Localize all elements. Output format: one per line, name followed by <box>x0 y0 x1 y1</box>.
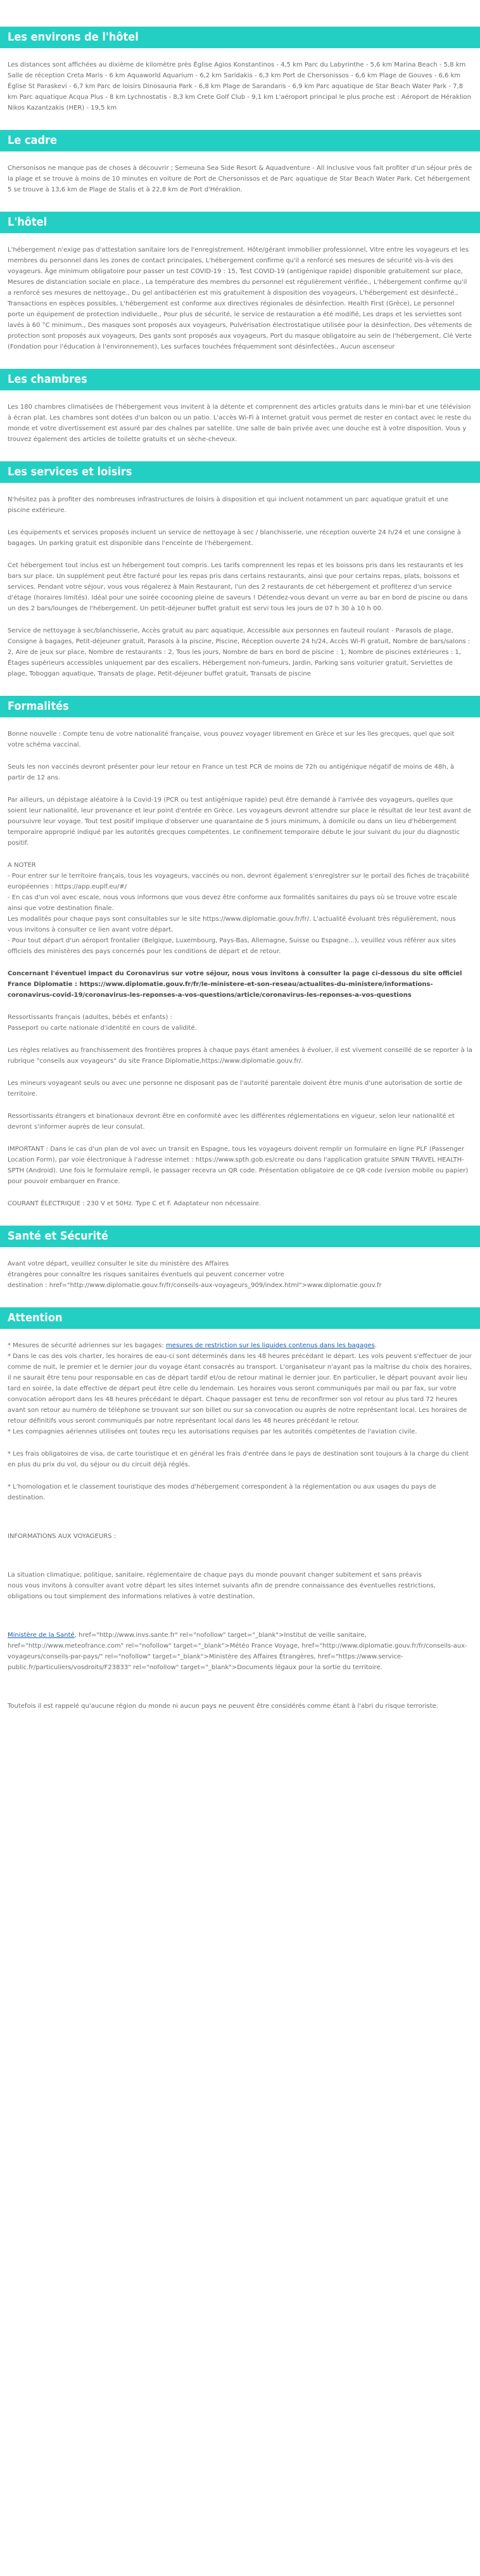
paragraph: Concernant l'éventuel impact du Coronavirus sur votre séjour, nous vous invitons à consulter la page ci-dessous du site officiel France Diplomatie : https://www.diplomatie.gouv.fr/fr/le-ministere-et-son-reseau/actualites-du-ministere/informations-coronavirus-covid-19/coronavirus-les-reponses-a-vos-questions/article/coronavirus-les-reponses-a-vos-questions <box>8 970 462 999</box>
paragraph: - Pour tout départ d'un aéroport frontalier (Belgique, Luxembourg, Pays-Bas, Allemagne, Suisse ou Espagne...), veuillez vous référer aux sites officiels des ministères des pays concernés pour les conditions de départ et de retour. <box>8 937 457 955</box>
inline-link[interactable]: mesures de restriction sur les liquides contenus dans les bagages <box>166 1342 375 1349</box>
section-body <box>0 494 480 679</box>
paragraph: Service de nettoyage à sec/blanchisserie, Accès gratuit au parc aquatique, Accessible aux personnes en fauteuil roulant - Parasols de plage, Consigne à bagages, Petit-déjeuner gratuit, Parasols à la piscine, Piscine, Réception ouverte 24 h/24, Accès Wi-Fi gratuit, Nombre de bars/salons : 2, Aire de jeux sur place, Nombre de restaurants : 2, Tous les jours, Nombre de bars en bord de piscine : 1, Nombre de piscines extérieures : 1, Étages supérieurs accessibles uniquement par des escaliers, Hébergement non-fumeurs, Jardin, Parking sans voiturier gratuit, Serviettes de plage, Toboggan aquatique, Transats de plage, Petit-déjeuner buffet gratuit, Transats de piscine <box>8 627 471 677</box>
text-span: . <box>374 1342 377 1349</box>
section-body <box>0 402 480 445</box>
paragraph <box>8 1630 472 1673</box>
section-title: Attention <box>0 1307 480 1329</box>
paragraph <box>8 1340 472 1351</box>
section-body <box>0 729 480 1209</box>
section-6 <box>0 1226 480 1291</box>
inline-link[interactable]: Ministère de la Santé <box>8 1632 75 1639</box>
paragraph: Par ailleurs, un dépistage aléatoire à la Covid-19 (PCR ou test antigénique rapide) peut être demandé à l'arrivée des voyageurs, quelles que soient leur nationalité, leur provenance et leur point d'entrée en Grèce. Les voyageurs devront attendre sur place le résultat de leur test avant de poursuivre leur voyage. Tout test positif implique d'observer une quarantaine de 5 jours minimum, à domicile ou dans un lieu d'hébergement temporaire approprié indiqué par les autorités grecques compétentes. Le confinement temporaire débute le jour suivant du jour du diagnostic positif. <box>8 797 471 847</box>
paragraph: nous vous invitons à consulter avant votre départ les sites Internet suivants afin de prendre connaissance des éventuelles restrictions, obligations ou tout simplement des informations relatives à votre destination. <box>8 1582 436 1600</box>
paragraph: Les mineurs voyageant seuls ou avec une personne ne disposant pas de l'autorité parentale doivent être munis d'une autorisation de sortie de territoire. <box>8 1080 462 1098</box>
section-body <box>0 245 480 352</box>
paragraph: Chersonisos ne manque pas de choses à découvrir ; Semeuna Sea Side Resort & Aquadventure - All Inclusive vous fait profiter d'un séjour près de la plage et se trouve à moins de 10 minutes en voiture de Port de Chersonissos et de Parc aquatique de Star Beach Water Park. Cet hébergement 5 se trouve à 13,6 km de Plage de Stalis et à 22,8 km de Port d'Héraklion. <box>8 165 472 193</box>
paragraph: Ressortissants français (adultes, bébés et enfants) : <box>8 1014 172 1021</box>
paragraph: N'hésitez pas à profiter des nombreuses infrastructures de loisirs à disposition et qui incluent notamment un parc aquatique gratuit et une piscine extérieure. <box>8 496 449 514</box>
section-4 <box>0 461 480 679</box>
section-title: Formalités <box>0 696 480 717</box>
spacer <box>8 1553 472 1570</box>
spacer <box>8 1684 472 1701</box>
paragraph: Les règles relatives au franchissement des frontières propres à chaque pays étant amenées à évoluer, il est vivement conseillé de se reporter à la rubrique "conseils aux voyageurs" du site France Diplomatie,https://www.diplomatie.gouv.fr/. <box>8 1047 472 1065</box>
paragraph: L'hébergement n'exige pas d'attestation sanitaire lors de l'enregistrement. Hôte/gérant immobilier professionnel, Vitre entre les voyageurs et les membres du personnel dans les zones de contact principales, L'hébergement confirme qu'il a renforcé ses mesures de sécurité vis-à-vis des voyageurs. Âge minimum obligatoire pour passer un test COVID-19 : 15, Test COVID-19 (antigénique rapide) disponible gratuitement sur place, Mesures de distanciation sociale en place., La température des membres du personnel est régulièrement vérifiée., L'hébergement confirme qu'il a renforcé ses mesures de nettoyage., Du gel antibactérien est mis gratuitement à disposition des voyageurs, L'hébergement est désinfecté., Transactions en espèces possibles, L'hébergement est conforme aux directives régionales de désinfection. Health First (Grèce), Le personnel porte un équipement de protection individuelle., Pour plus de sécurité, le service de restauration a été modifié, Les draps et les serviettes sont lavés à 60 °C minimum., Des masques sont proposés aux voyageurs, Pulvérisation électrostatique utilisée pour la désinfection, Des vêtements de protection sont proposés aux voyageurs, Des gants sont proposés aux voyageurs, Port du masque obligatoire au sein de l'hébergement, Clé Verte (Fondation pour l'éducation à l'environnement), Les surfaces touchées fréquemment sont désinfectées., Aucun ascenseur <box>8 247 472 350</box>
paragraph: La situation climatique, politique, sanitaire, réglementaire de chaque pays du monde pouvant changer subitement et sans préavis <box>8 1572 422 1579</box>
section-title: Les environs de l'hôtel <box>0 27 480 48</box>
section-title: Le cadre <box>0 130 480 151</box>
section-1 <box>0 130 480 195</box>
section-0 <box>0 27 480 113</box>
section-body <box>0 1259 480 1291</box>
paragraph: Avant votre départ, veuillez consulter le site du ministère des Affaires <box>8 1260 229 1267</box>
text-span: , href="http://www.invs.sante.fr" rel="nofollow" target="_blank">Institut de veille sanitaire, href="http://www.meteofrance.com" rel="nofollow" target="_blank">Météo France Voyage, href="http://www.diplomatie.gouv.fr/fr/conseils-aux-voyageurs/conseils-par-pays/" rel="nofollow" target="_blank">Ministère des Affaires Étrangères, href="https://www.service-public.fr/particuliers/vosdroits/F23833" rel="nofollow" target="_blank">Documents légaux pour la sortie du territoire. <box>8 1632 467 1671</box>
paragraph: * Les compagnies aériennes utilisées ont toutes reçu les autorisations requises par les autorités compétentes de l'aviation civile. <box>8 1428 417 1435</box>
section-5 <box>0 696 480 1209</box>
paragraph: Ressortissants étrangers et binationaux devront être en conformité avec les différentes réglementations en vigueur, selon leur nationalité et devront s'informer auprès de leur consulat. <box>8 1113 455 1131</box>
paragraph: Les équipements et services proposés incluent un service de nettoyage à sec / blanchisserie, une réception ouverte 24 h/24 et une consigne à bagages. Un parking gratuit est disponible dans l'enceinte de l'hébergement. <box>8 529 461 547</box>
paragraph: Les distances sont affichées au dixième de kilomètre près Église Agios Konstantinos - 4,5 km Parc du Labyrinthe - 5,6 km Marina Beach - 5,8 km Salle de réception Creta Maris - 6 km Aquaworld Aquarium - 6,2 km Saridakis - 6,3 km Port de Chersonissos - 6,6 km Plage de Gouves - 6,6 km Église St Paraskevi - 6,7 km Parc de loisirs Dinosauria Park - 6,8 km Plage de Sarandaris - 6,9 km Parc aquatique de Star Beach Water Park - 7,8 km Parc aquatique Acqua Plus - 8 km Lychnostatis - 8,3 km Crete Golf Club - 9,1 km L'aéroport principal le plus proche est : Aéroport de Héraklion Nikos Kazantzakis (HER) - 19,5 km <box>8 61 471 112</box>
paragraph: Les modalités pour chaque pays sont consultables sur le site https://www.diplomatie.gouv.fr/fr/. L'actualité évoluant très régulièrement, nous vous invitons à consulter ce lien avant votre départ. <box>8 916 456 933</box>
paragraph: - En cas d'un vol avec escale, nous vous informons que vous devez être conforme aux formalités sanitaires du pays où se trouve votre escale ainsi que votre destination finale. <box>8 894 457 912</box>
paragraph: Passeport ou carte nationale d'identité en cours de validité. <box>8 1025 197 1032</box>
paragraph: Toutefois il est rappelé qu'aucune région du monde ni aucun pays ne peuvent être considérés comme étant à l'abri du risque terroriste. <box>8 1703 438 1710</box>
spacer <box>8 1515 472 1531</box>
section-title: L'hôtel <box>0 212 480 233</box>
paragraph: destination : href="http://www.diplomatie.gouv.fr/fr/conseils-aux-voyageurs_909/index.html">www.diplomatie.gouv.fr <box>8 1282 382 1289</box>
paragraph: Les 180 chambres climatisées de l'hébergement vous invitent à la détente et comprennent des articles gratuits dans le mini-bar et une télévision à écran plat. Les chambres sont dotées d'un balcon ou un patio. L'accès Wi-Fi à Internet gratuit vous permet de rester en contact avec le reste du monde et votre divertissement est assuré par des chaînes par satellite. Une salle de bain privée avec une douche est à votre disposition. Vous y trouvez également des articles de toilette gratuits et un sèche-cheveux. <box>8 404 471 443</box>
section-title: Santé et Sécurité <box>0 1226 480 1247</box>
spacer <box>8 1613 472 1630</box>
section-title: Les services et loisirs <box>0 461 480 483</box>
paragraph: IMPORTANT : Dans le cas d'un plan de vol avec un transit en Espagne, tous les voyageurs doivent remplir un formulaire en ligne PLF (Passenger Location Form), par voie électronique à l'adresse internet : https://www.spth.gob.es/create ou dans l'application gratuite SPAIN TRAVEL HEALTH-SPTH (Android). Une fois le formulaire rempli, le passager recevra un QR code. Présentation obligatoire de ce QR code (version mobile ou papier) pour pouvoir embarquer en France. <box>8 1146 469 1185</box>
section-title: Les chambres <box>0 369 480 390</box>
paragraph: INFORMATIONS AUX VOYAGEURS : <box>8 1533 117 1540</box>
section-body <box>0 60 480 113</box>
paragraph: Bonne nouvelle : Compte tenu de votre nationalité française, vous pouvez voyager librement en Grèce et sur les îles grecques, quel que soit votre schéma vaccinal. <box>8 731 455 748</box>
section-2 <box>0 212 480 352</box>
paragraph: étrangères pour connaître les risques sanitaires éventuels qui peuvent concerner votre <box>8 1271 284 1278</box>
section-3 <box>0 369 480 445</box>
paragraph: * Les frais obligatoires de visa, de carte touristique et en général les frais d'entrée dans le pays de destination sont toujours à la charge du client en plus du prix du vol, du séjour ou du circuit déjà réglés. <box>8 1451 469 1468</box>
section-7 <box>0 1307 480 1712</box>
paragraph: Seuls les non vaccinés devront présenter pour leur retour en France un test PCR de moins de 72h ou antigénique négatif de moins de 48h, à partir de 12 ans. <box>8 764 455 781</box>
section-body <box>0 163 480 195</box>
paragraph: Cet hébergement tout inclus est un hébergement tout compris. Les tarifs comprennent les repas et les boissons pris dans les restaurants et les bars sur place. Un supplément peut être facturé pour les repas pris dans certains restaurants, ainsi que pour certains repas, plats, boissons et services. Pendant votre séjour, vous vous régalerez à Main Restaurant, l'un des 2 restaurants de cet hébergement et profiterez d'un service d'étage (horaires limités). Idéal pour une soirée cocooning pleine de saveurs ! Détendez-vous devant un verre au bar en bord de piscine ou dans un des 2 bars/lounges de l'hébergement. Un petit-déjeuner buffet gratuit est servi tous les jours de 07 h 30 à 10 h 00. <box>8 562 468 612</box>
text-span: * Mesures de sécurité adriennes sur les bagages: <box>8 1342 167 1349</box>
paragraph: A NOTER <box>8 862 36 869</box>
paragraph: * Dans le cas des vols charter, les horaires de eau-ci sont déterminés dans les 48 heures précédant le départ. Les vols peuvent s'effectuer de jour comme de nuit, le premier et le dernier jour du voyage étant consacrés au transport. L'organisateur n'ayant pas la maîtrise du choix des horaires, il ne saurait être tenu pour responsable en cas de départ tardif et/ou de retour matinal le dernier jour. En particulier, le départ pouvant avoir lieu tard en soirée, la date effective de départ peut être celle du lendemain. Les horaires vous seront communiqués par mail ou par fax, sur votre convocation aéroport dans les 48 heures précédant le départ. Chaque passager est tenu de reconfirmer son vol retour au plus tard 72 heures avant son retour au numéro de téléphone se trouvant sur son billet ou sur sa convocation ou auprès de notre représentant local. Les horaires de retour définitifs vous seront communiqués par notre représentant local dans les 48 heures précédant le retour. <box>8 1353 472 1425</box>
paragraph: COURANT ÉLECTRIQUE : 230 V et 50Hz. Type C et F. Adaptateur non nécessaire. <box>8 1200 262 1207</box>
section-body <box>0 1340 480 1712</box>
paragraph: * L'homologation et le classement touristique des modes d'hébergement correspondent à la réglementation ou aux usages du pays de destination. <box>8 1483 436 1501</box>
paragraph: - Pour entrer sur le territoire français, tous les voyageurs, vaccinés ou non, devront également s'enregistrer sur le portail des fiches de traçabilité européennes : https://app.euplf.eu/#/ <box>8 873 470 890</box>
